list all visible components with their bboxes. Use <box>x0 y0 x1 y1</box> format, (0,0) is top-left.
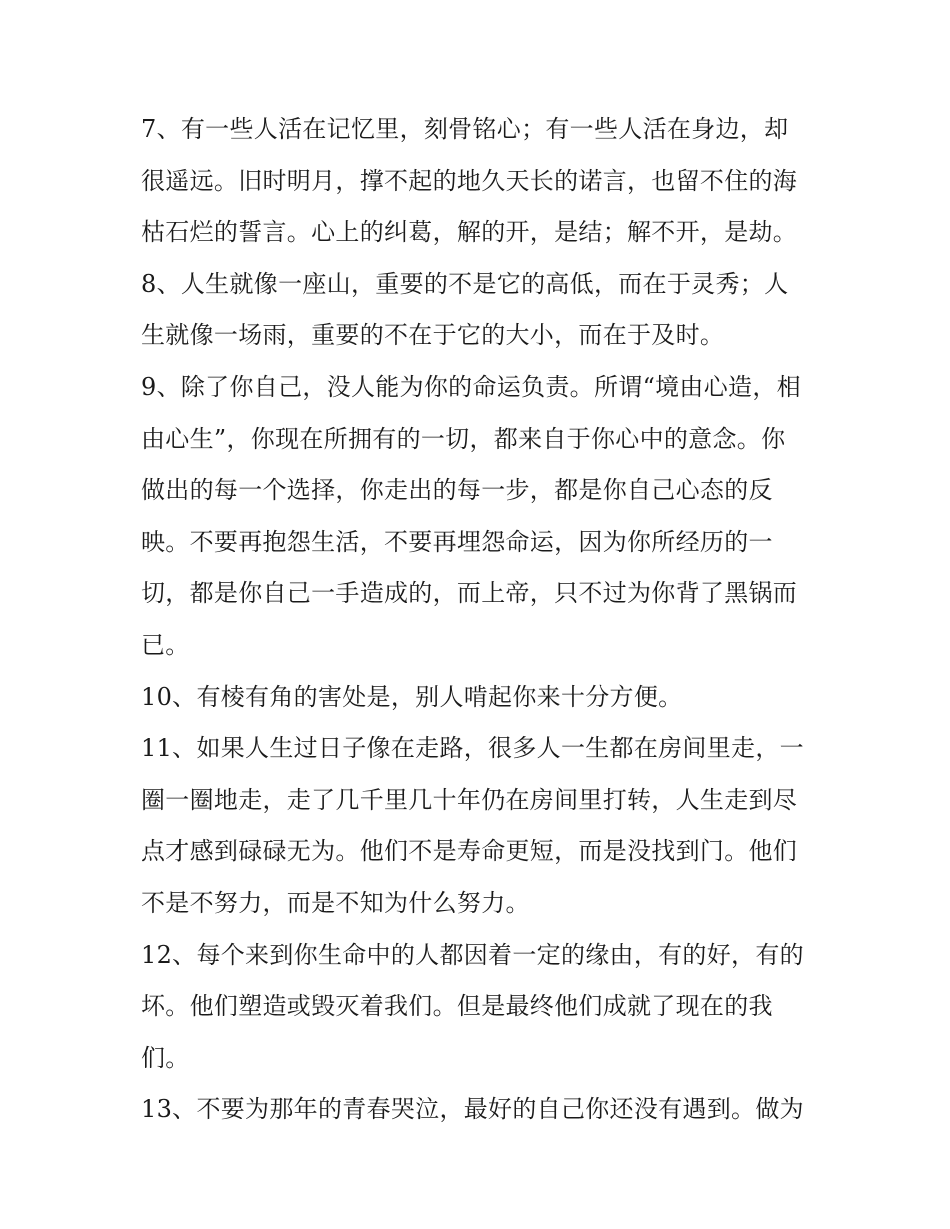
document-body <box>141 104 813 1136</box>
text-line: 枯石烂的誓言。心上的纠葛，解的开，是结；解不开，是劫。 <box>141 218 798 247</box>
text-line: 由心生”，你现在所拥有的一切，都来自于你心中的意念。你 <box>141 424 786 453</box>
text-line: 11、如果人生过日子像在走路，很多人一生都在房间里走，一 <box>141 734 804 763</box>
text-line: 8、人生就像一座山，重要的不是它的高低，而在于灵秀；人 <box>141 269 789 298</box>
text-line: 已。 <box>141 630 190 659</box>
text-line: 坏。他们塑造或毁灭着我们。但是最终他们成就了现在的我 <box>141 992 773 1021</box>
text-line: 9、除了你自己，没人能为你的命运负责。所谓“境由心造，相 <box>141 372 801 401</box>
text-line: 圈一圈地走，走了几千里几十年仍在房间里打转，人生走到尽 <box>141 785 798 814</box>
text-line: 10、有棱有角的害处是，别人啃起你来十分方便。 <box>141 682 683 711</box>
text-line: 生就像一场雨，重要的不在于它的大小，而在于及时。 <box>141 321 725 350</box>
text-line: 很遥远。旧时明月，撑不起的地久天长的诺言，也留不住的海 <box>141 166 798 195</box>
text-line: 切，都是你自己一手造成的，而上帝，只不过为你背了黑锅而 <box>141 579 798 608</box>
text-line: 13、不要为那年的青春哭泣，最好的自己你还没有遇到。做为 <box>141 1095 804 1124</box>
text-line: 不是不努力，而是不知为什么努力。 <box>141 888 530 917</box>
text-line: 点才感到碌碌无为。他们不是寿命更短，而是没找到门。他们 <box>141 837 798 866</box>
text-line: 映。不要再抱怨生活，不要再埋怨命运，因为你所经历的一 <box>141 527 773 556</box>
text-line: 12、每个来到你生命中的人都因着一定的缘由，有的好，有的 <box>141 940 804 969</box>
text-line: 7、有一些人活在记忆里，刻骨铭心；有一些人活在身边，却 <box>141 115 789 143</box>
text-line: 们。 <box>141 1043 190 1072</box>
text-line: 做出的每一个选择，你走出的每一步，都是你自己心态的反 <box>141 476 773 505</box>
